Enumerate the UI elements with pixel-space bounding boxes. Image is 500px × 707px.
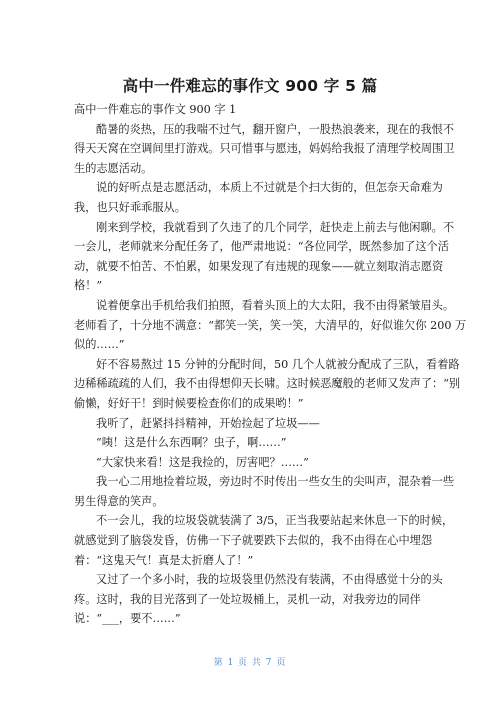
- paragraph-line: 刚来到学校，我就看到了久违了的几个同学，赶快走上前去与他闲聊。不: [96, 220, 455, 234]
- paragraph-line: 我听了，赶紧抖抖精神，开始捡起了垃圾——: [96, 416, 320, 430]
- paragraph-line: 得天天窝在空调间里打游戏。只可惜事与愿违，妈妈给我报了清理学校周围卫: [74, 142, 455, 156]
- paragraph-line: 就感觉到了脑袋发昏，仿佛一下子就要跌下去似的，我不由得在心中埋怨: [74, 534, 433, 548]
- paragraph-line: 说：“___，要不……”: [74, 612, 181, 626]
- paragraph-line: 偷懒，好好干！到时候要检查你们的成果哟！”: [74, 396, 304, 410]
- paragraph-line: 格！”: [74, 279, 103, 293]
- paragraph-line: 不一会儿，我的垃圾袋就装满了 3/5，正当我要站起来休息一下的时候，: [96, 514, 454, 528]
- paragraph-line: 着：“这鬼天气！真是太折磨人了！”: [74, 553, 254, 567]
- paragraph-line: “大家快来看！这是我捡的，厉害吧？……”: [96, 455, 309, 469]
- document-title: 高中一件难忘的事作文 900 字 5 篇: [122, 77, 378, 95]
- paragraph-line: 我，也只好乖乖服从。: [74, 200, 186, 214]
- paragraph-line: 说的好听点是志愿活动，本质上不过就是个扫大街的，但怎奈天命难为: [96, 181, 443, 195]
- paragraph-line: 动，就要不怕苦、不怕累，如果发现了有违规的现象——就立刻取消志愿资: [74, 259, 444, 273]
- section-heading: 高中一件难忘的事作文 900 字 1: [74, 103, 237, 116]
- paragraph-line: “咦！这是什么东西啊？虫子，啊……”: [96, 436, 287, 450]
- page-number: 第 1 页 共 7 页: [213, 658, 287, 668]
- paragraph-line: 好不容易熬过 15 分钟的分配时间，50 几个人就被分配成了三队，看着路: [96, 357, 460, 371]
- paragraph-line: 边稀稀疏疏的人们，我不由得想仰天长啸。这时候恶魔般的老师又发声了：“别: [74, 377, 461, 391]
- paragraph-line: 酷暑的炎热，压的我喘不过气，翻开窗户，一股热浪袭来，现在的我恨不: [96, 122, 455, 136]
- paragraph-line: 老师看了，十分地不满意：“都笑一笑，笑一笑，大清早的，好似谁欠你 200 万: [74, 318, 467, 332]
- paragraph-line: 生的志愿活动。: [74, 161, 153, 175]
- paragraph-line: 又过了一个多小时，我的垃圾袋里仍然没有装满，不由得感觉十分的头: [96, 573, 443, 587]
- paragraph-line: 男生得意的笑声。: [74, 494, 164, 508]
- paragraph-line: 一会儿，老师就来分配任务了，他严肃地说：“各位同学，既然参加了这个活: [74, 240, 449, 254]
- paragraph-line: 疼。这时，我的目光落到了一处垃圾桶上，灵机一动，对我旁边的同伴: [74, 592, 421, 606]
- paragraph-line: 我一心二用地捡着垃圾，旁边时不时传出一些女生的尖叫声，混杂着一些: [96, 475, 455, 489]
- document-body: [74, 100, 467, 629]
- paragraph-line: 说着便拿出手机给我们拍照，看着头顶上的大太阳，我不由得紧皱眉头。: [96, 298, 455, 312]
- paragraph-line: 似的……”: [74, 338, 125, 352]
